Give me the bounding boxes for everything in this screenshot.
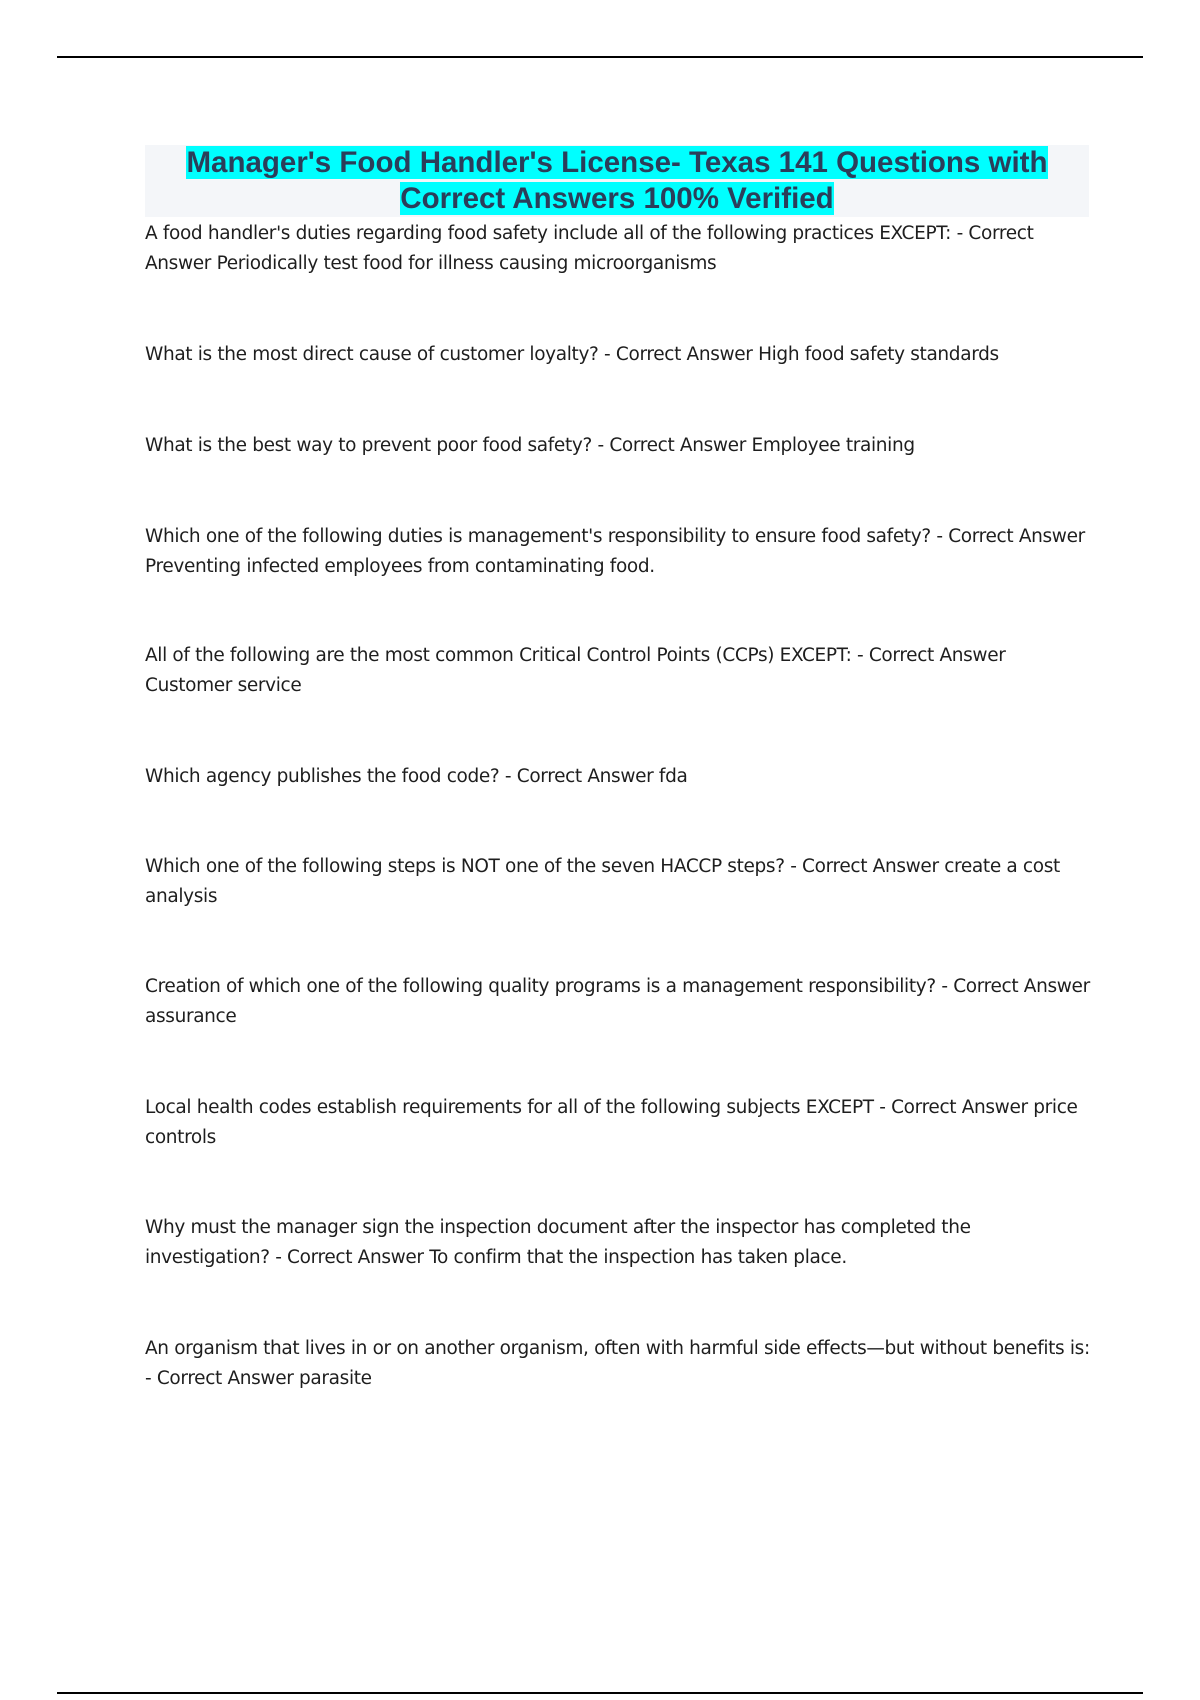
qa-item: An organism that lives in or on another organism, often with harmful side effects—but without benefits is: - Correct Answer parasite: [145, 1338, 1090, 1389]
title-line-2: Correct Answers 100% Verified: [400, 182, 834, 215]
document-title: [145, 145, 1089, 217]
qa-item: All of the following are the most common Critical Control Points (CCPs) EXCEPT: - Correct Answer Customer service: [145, 645, 1006, 696]
header-rule: [57, 56, 1143, 58]
qa-item: Why must the manager sign the inspection document after the inspector has completed the investigation? - Correct Answer To confirm that the inspection has taken place.: [145, 1217, 971, 1268]
qa-item: Which one of the following duties is management's responsibility to ensure food safety? - Correct Answer Preventing infected employees from contaminating food.: [145, 526, 1085, 577]
footer-rule: [57, 1692, 1143, 1694]
qa-item: Local health codes establish requirements for all of the following subjects EXCEPT - Correct Answer price controls: [145, 1097, 1078, 1148]
qa-item: Creation of which one of the following quality programs is a management responsibility? - Correct Answer assurance: [145, 976, 1090, 1027]
qa-item: Which one of the following steps is NOT one of the seven HACCP steps? - Correct Answer create a cost analysis: [145, 856, 1060, 907]
qa-item: A food handler's duties regarding food safety include all of the following practices EXCEPT: - Correct Answer Periodically test food for illness causing microorganisms: [145, 223, 1034, 274]
title-line-1: Manager's Food Handler's License- Texas 141 Questions with: [186, 146, 1048, 179]
qa-item: What is the best way to prevent poor food safety? - Correct Answer Employee training: [145, 435, 915, 456]
qa-item: Which agency publishes the food code? - Correct Answer fda: [145, 766, 688, 787]
qa-item: What is the most direct cause of customer loyalty? - Correct Answer High food safety standards: [145, 344, 999, 365]
